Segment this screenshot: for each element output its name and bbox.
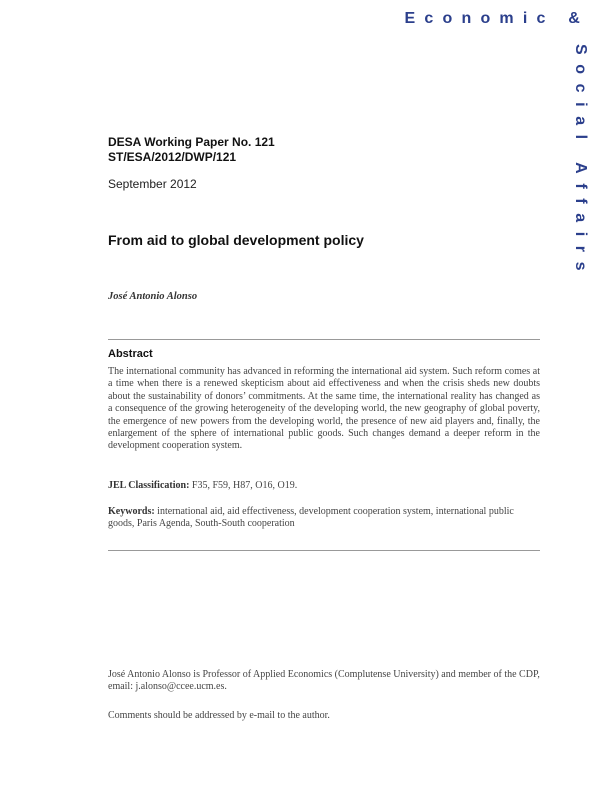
author-note: José Antonio Alonso is Professor of Applied Economics (Complutense University) and member of the CDP, email: j.alonso@ccee.ucm.es. xyxy=(108,669,540,693)
publication-date: September 2012 xyxy=(108,177,197,191)
keywords xyxy=(108,506,540,531)
jel-classification xyxy=(108,480,540,491)
jel-value: F35, F59, H87, O16, O19. xyxy=(191,480,298,491)
paper-title: From aid to global development policy xyxy=(108,232,364,248)
keywords-value: international aid, aid effectiveness, development cooperation system, international public goods, Paris Agenda, South-South cooperation xyxy=(108,506,514,530)
paper-number: DESA Working Paper No. 121 xyxy=(108,135,275,149)
divider-bottom xyxy=(108,550,540,551)
jel-label: JEL Classification: xyxy=(108,480,190,491)
author-name: José Antonio Alonso xyxy=(108,291,198,302)
banner-social-affairs: Social Affairs xyxy=(572,44,589,281)
paper-code: ST/ESA/2012/DWP/121 xyxy=(108,150,237,164)
abstract-body: The international community has advanced in reforming the international aid system. Such reform comes at a time when there is a renewed skepticism about aid effectiveness and when the crisis sheds new doubts about the sustainability of donors’ commitments. At the same time, the international reality has changed as a consequence of the growing heterogeneity of the developing world, the new geography of global poverty, the emergence of new powers from the developing world, the presence of new aid players and, finally, the enlargement of the sphere of international public goods. Such changes demand a deeper reform in the development cooperation system. xyxy=(108,366,540,452)
divider-top xyxy=(108,339,540,340)
keywords-label: Keywords: xyxy=(108,506,155,517)
abstract-heading: Abstract xyxy=(108,348,153,360)
banner-economic: Economic & xyxy=(404,10,589,27)
series-block xyxy=(108,135,275,165)
comments-note: Comments should be addressed by e-mail to the author. xyxy=(108,710,330,721)
